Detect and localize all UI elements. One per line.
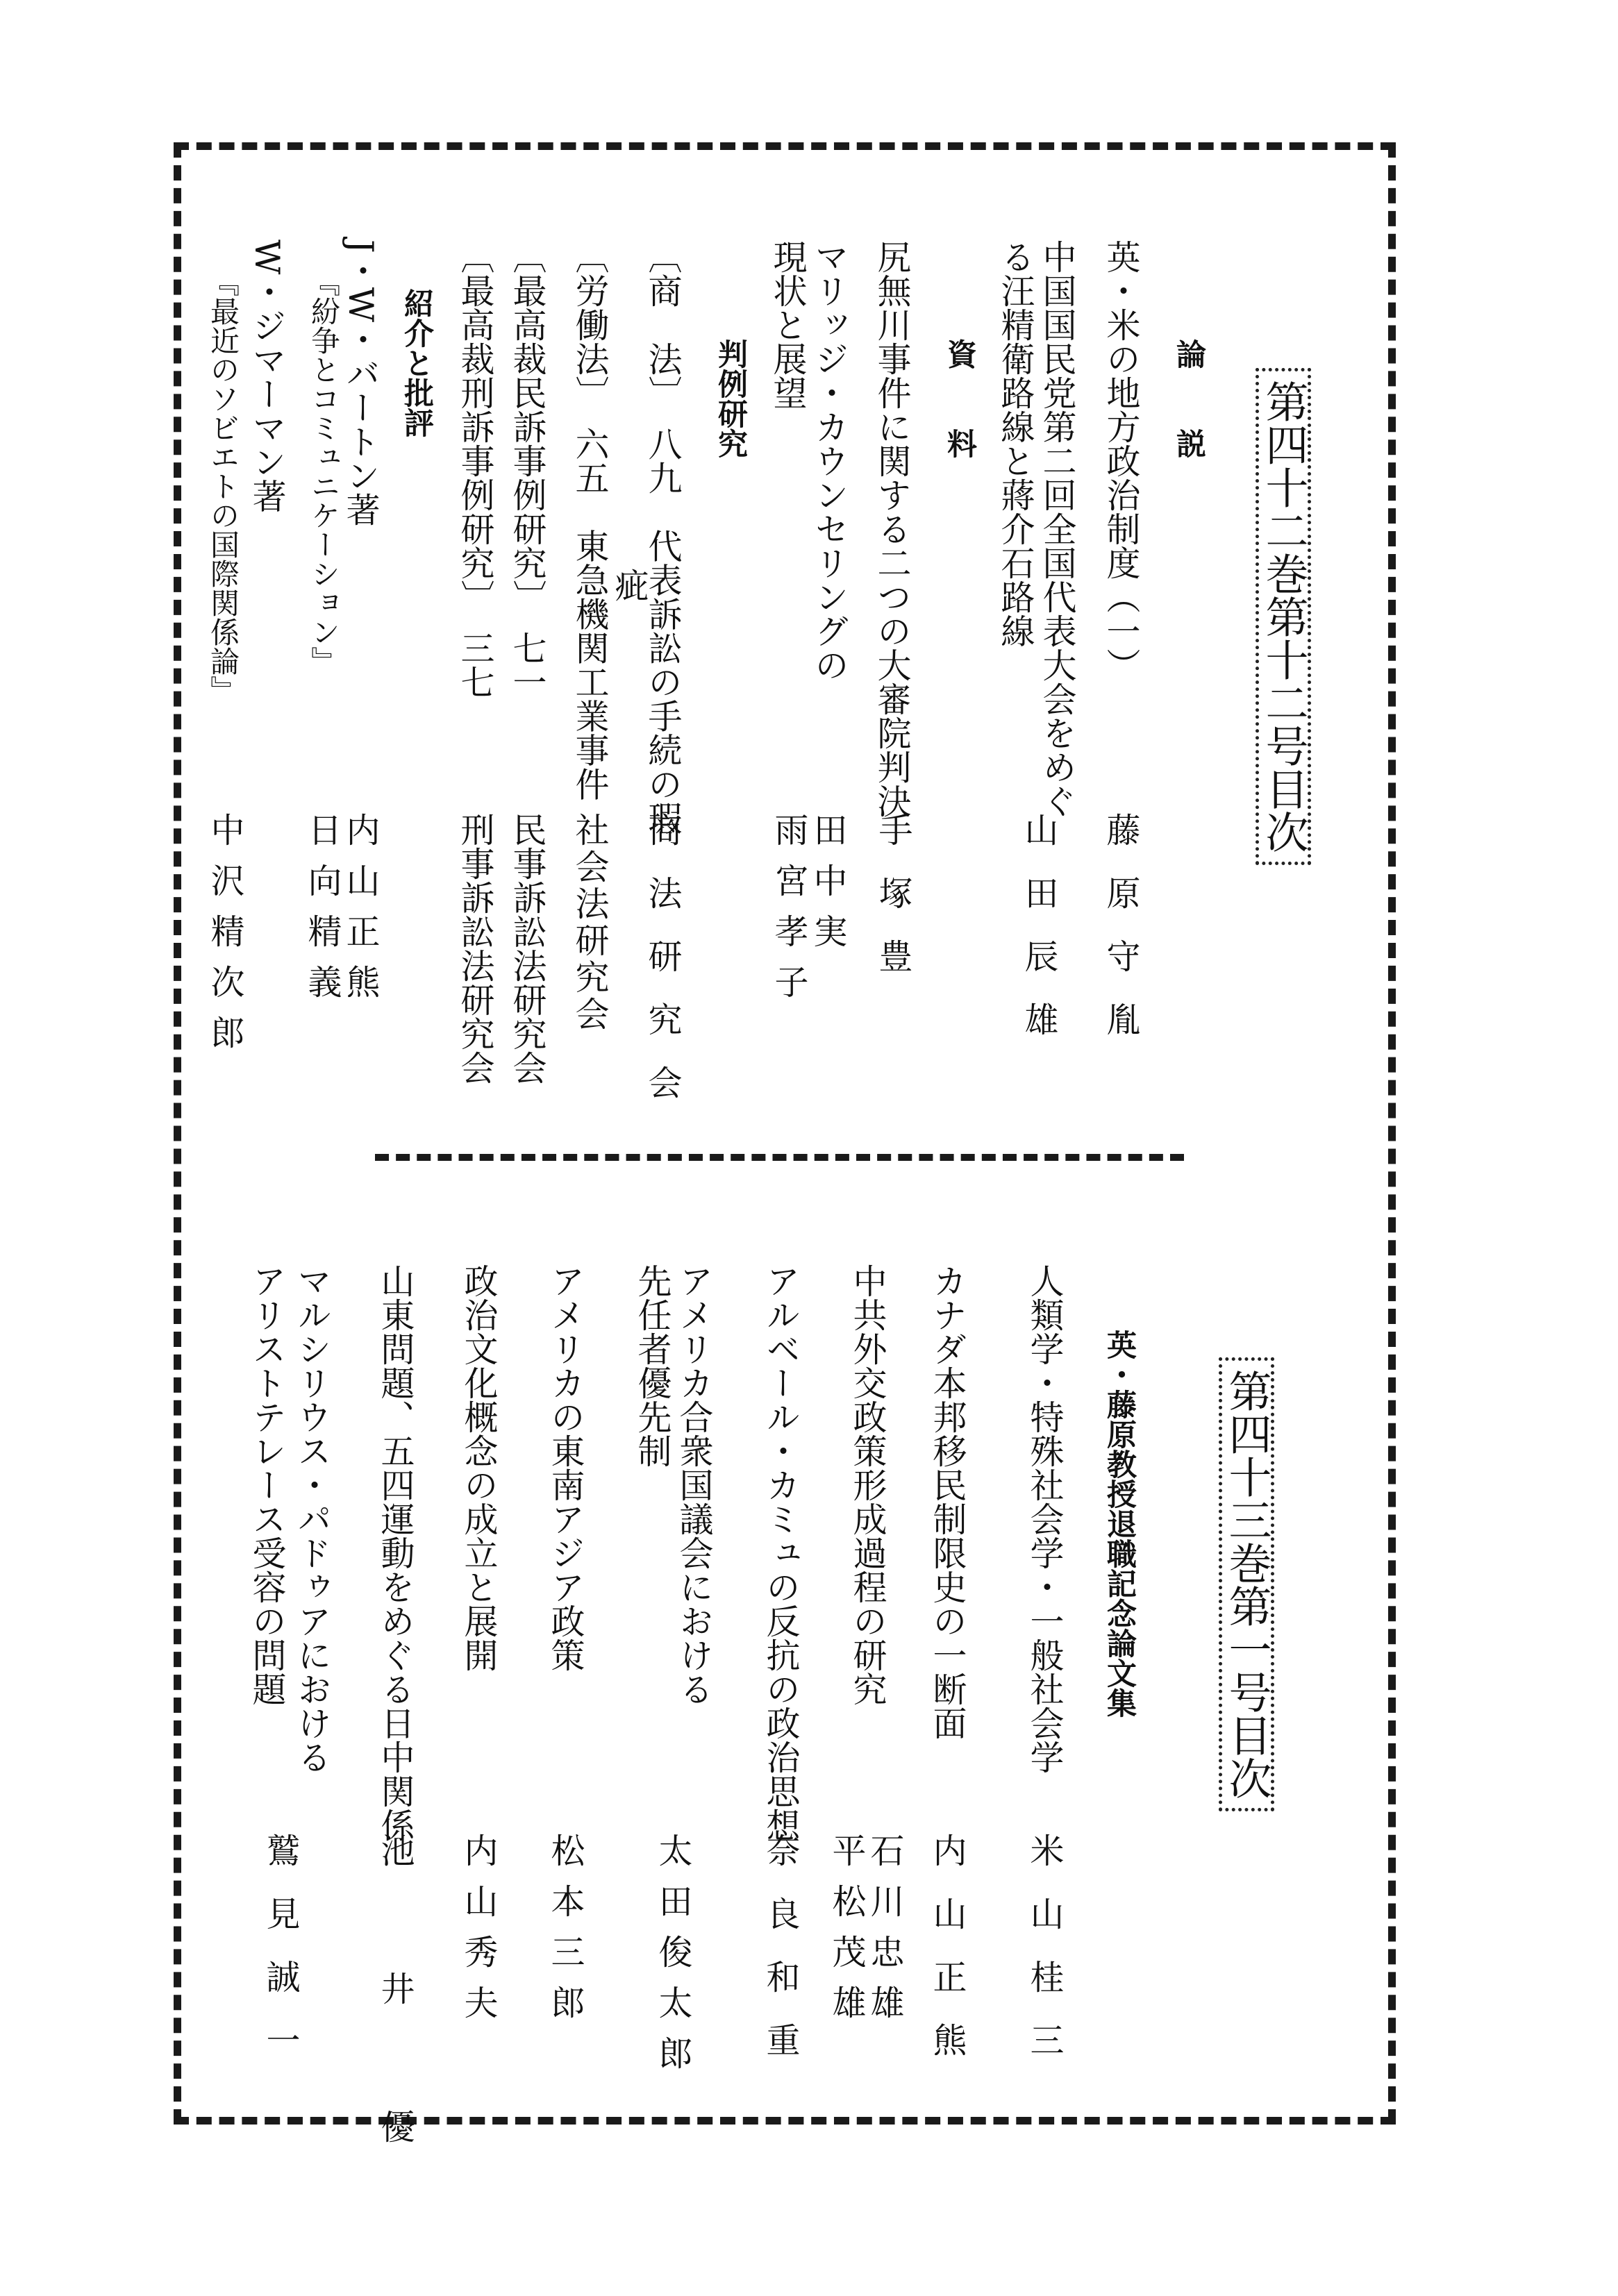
vol42-article-10-author: 中沢精次郎 [206,812,245,1066]
vol43-title: 第四十三巻第一号目次 [1219,1357,1274,1811]
vol42-article-2-author: 山田辰雄 [1019,812,1059,1065]
vol42-article-7-title: 〔最高裁民訴事例研究〕 七一 [508,240,547,699]
vol43-article-2-author: 内山正熊 [928,1833,967,2086]
vol43-article-10-author: 鷲見誠一 [261,1833,301,2086]
vol42-article-7-author: 民事訴訟法研究会 [508,812,547,1084]
vol42-article-4-title-line2: 現状と展望 [768,240,808,410]
vol42-article-3-title: 尻無川事件に関する二つの大審院判決 [872,240,912,818]
vol43-article-10-title: アリストテレース受容の問題 [247,1264,287,1706]
vol42-article-10-title-line2: 『最近のソビエトの国際関係論』 [206,267,240,705]
vol43-article-2-title: カナダ本邦移民制限史の一断面 [928,1264,967,1740]
vol42-article-6-author: 社会法研究会 [570,812,610,1033]
vol42-article-2-title-line2: る汪精衛路線と蔣介石路線 [996,240,1035,648]
vol43-article-1-author: 米山桂三 [1025,1833,1065,2086]
vol42-article-6-title: 〔労働法〕 六五 東急機関工業事件 [570,240,610,801]
vol43-article-3-title: 中共外交政策形成過程の研究 [848,1264,887,1706]
vol42-article-9-author-1: 内山正熊 [341,812,381,1015]
vol42-section-ronsetsu: 論 説 [1171,339,1206,458]
vol42-article-2-title-line1: 中国国民党第二回全国代表大会をめぐ [1037,240,1077,818]
vol42-article-4-title-line1: マリッジ・カウンセリングの [810,240,849,682]
vol42-article-3-author: 手塚豊 [874,812,913,1002]
section-divider [375,1154,1184,1161]
vol43-article-8-title: 山東問題、五四運動をめぐる日中関係 [376,1264,415,1842]
vol43-special-issue-heading: 英・藤原教授退職記念論文集 [1102,1330,1137,1718]
vol42-article-9-author-2: 日向精義 [303,812,342,1015]
vol42-article-1-author: 藤原守胤 [1101,812,1141,1065]
vol42-title: 第四十二巻第十二号目次 [1256,368,1311,865]
vol42-section-hanrei: 判例研究 [713,339,748,458]
vol42-article-4-author-1: 田中実 [808,812,848,964]
vol42-article-10-title-line1: W・ジマーマン著 [247,240,287,513]
vol42-article-5-title-line1: 〔商 法〕 八九 代表訴訟の手続の瑕 [643,240,683,835]
vol43-article-9-title: マルシリウス・パドゥアにおける [292,1264,332,1774]
vol43-article-3-author-2: 平松茂雄 [827,1833,867,2036]
vol43-article-8-author: 池井優 [376,1833,415,2247]
vol42-article-4-author-2: 雨宮孝子 [769,812,809,1015]
vol42-article-8-author: 刑事訴訟法研究会 [456,812,495,1084]
vol42-article-9-title-line2: 『紛争とコミュニケーション』 [307,267,341,676]
vol43-article-7-author: 内山秀夫 [459,1833,499,2036]
vol42-article-9-title-line1: J・W・バートン著 [341,240,381,527]
vol43-article-3-author-1: 石川忠雄 [865,1833,905,2036]
vol43-article-5-title-line2: 先任者優先制 [633,1264,672,1468]
vol42-article-8-title: 〔最高裁刑訴事例研究〕 三七 [456,240,495,699]
vol43-article-6-title: アメリカの東南アジア政策 [546,1264,585,1672]
vol42-section-shiryo: 資 料 [942,339,977,458]
vol42-article-5-title-line2: 疵 [610,568,649,602]
vol43-article-1-title: 人類学・特殊社会学・一般社会学 [1025,1264,1065,1774]
vol43-article-5-title-line1: アメリカ合衆国議会における [674,1264,714,1706]
vol43-article-4-author: 奈良和重 [761,1833,801,2086]
vol42-section-shokai: 紹介と批評 [399,288,434,437]
vol43-article-5-author: 太田俊太郎 [653,1833,693,2086]
vol42-article-1-title: 英・米の地方政治制度（一） [1101,240,1141,682]
vol42-article-5-author: 商法研究会 [643,812,683,1128]
vol43-article-4-title: アルベール・カミュの反抗の政治思想 [761,1264,801,1842]
vol43-article-7-title: 政治文化概念の成立と展開 [459,1264,499,1672]
vol43-article-6-author: 松本三郎 [546,1833,585,2036]
